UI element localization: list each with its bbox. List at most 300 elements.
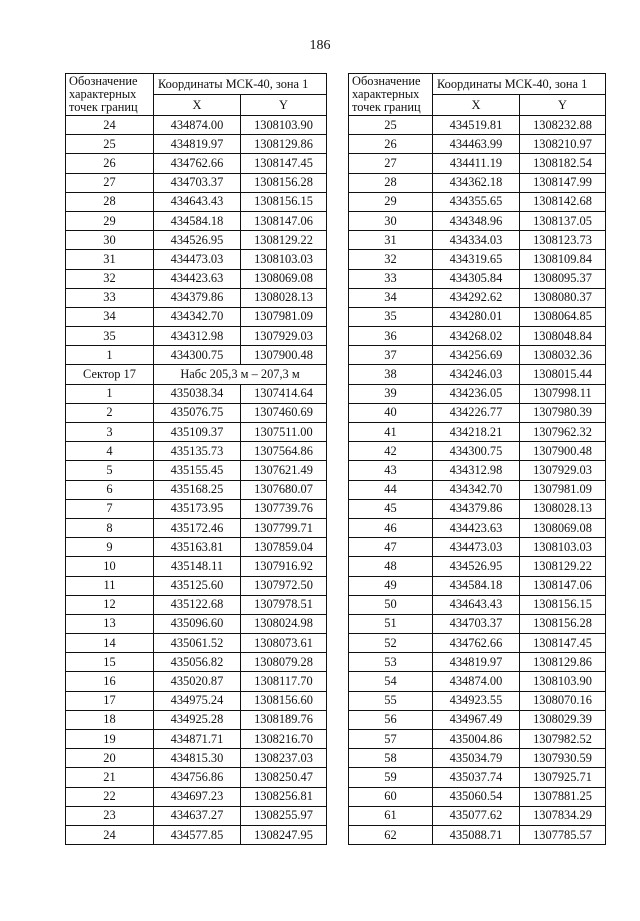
x-coordinate-cell: 434305.84 <box>433 269 520 288</box>
table-row <box>66 269 327 288</box>
x-coordinate-cell: 434300.75 <box>433 442 520 461</box>
y-coordinate-cell: 1308024.98 <box>241 614 327 633</box>
point-number-cell: 20 <box>66 749 154 768</box>
table-row <box>349 327 606 346</box>
point-number-cell: 42 <box>349 442 433 461</box>
y-coordinate-cell: 1307785.57 <box>520 825 606 844</box>
x-coordinate-cell: 435038.34 <box>154 384 241 403</box>
x-coordinate-cell: 434874.00 <box>433 672 520 691</box>
y-coordinate-cell: 1308079.28 <box>241 653 327 672</box>
x-coordinate-cell: 435096.60 <box>154 614 241 633</box>
x-coordinate-cell: 434463.99 <box>433 135 520 154</box>
point-number-cell: 51 <box>349 614 433 633</box>
y-coordinate-cell: 1308103.03 <box>241 250 327 269</box>
y-coordinate-cell: 1308069.08 <box>241 269 327 288</box>
y-coordinate-cell: 1308069.08 <box>520 518 606 537</box>
table-row <box>66 825 327 844</box>
y-coordinate-cell: 1307739.76 <box>241 499 327 518</box>
table-row <box>66 730 327 749</box>
x-coordinate-cell: 434423.63 <box>154 269 241 288</box>
y-coordinate-cell: 1308137.05 <box>520 211 606 230</box>
point-number-cell: 32 <box>66 269 154 288</box>
y-coordinate-cell: 1307564.86 <box>241 442 327 461</box>
point-number-cell: 16 <box>66 672 154 691</box>
table-row <box>349 730 606 749</box>
table-row <box>349 768 606 787</box>
y-coordinate-cell: 1307981.09 <box>241 307 327 326</box>
table-row <box>66 806 327 825</box>
y-coordinate-cell: 1308237.03 <box>241 749 327 768</box>
point-number-cell: 52 <box>349 634 433 653</box>
point-number-cell: 44 <box>349 480 433 499</box>
point-number-cell: 62 <box>349 825 433 844</box>
point-number-cell: 28 <box>66 192 154 211</box>
table-row <box>66 192 327 211</box>
point-number-cell: 24 <box>66 116 154 135</box>
y-coordinate-cell: 1308156.15 <box>241 192 327 211</box>
table-row <box>66 634 327 653</box>
point-number-cell: 30 <box>349 211 433 230</box>
point-number-cell: 9 <box>66 538 154 557</box>
x-coordinate-cell: 434697.23 <box>154 787 241 806</box>
x-coordinate-cell: 435173.95 <box>154 499 241 518</box>
table-row <box>66 518 327 537</box>
table-row <box>349 461 606 480</box>
point-number-cell: 27 <box>66 173 154 192</box>
y-coordinate-cell: 1307881.25 <box>520 787 606 806</box>
table-row <box>349 634 606 653</box>
x-coordinate-cell: 435122.68 <box>154 595 241 614</box>
point-number-cell: 34 <box>349 288 433 307</box>
point-number-cell: 45 <box>349 499 433 518</box>
table-row <box>349 614 606 633</box>
x-coordinate-cell: 434819.97 <box>154 135 241 154</box>
point-number-cell: 24 <box>66 825 154 844</box>
y-coordinate-cell: 1307414.64 <box>241 384 327 403</box>
x-coordinate-cell: 435168.25 <box>154 480 241 499</box>
table-row <box>66 499 327 518</box>
y-coordinate-cell: 1307799.71 <box>241 518 327 537</box>
y-coordinate-cell: 1308129.86 <box>241 135 327 154</box>
y-coordinate-cell: 1308103.03 <box>520 538 606 557</box>
point-number-cell: 18 <box>66 710 154 729</box>
y-coordinate-cell: 1308109.84 <box>520 250 606 269</box>
point-number-cell: 26 <box>66 154 154 173</box>
table-row <box>349 288 606 307</box>
table-row <box>66 423 327 442</box>
table-row <box>349 825 606 844</box>
y-header: Y <box>241 95 327 116</box>
y-coordinate-cell: 1308028.13 <box>520 499 606 518</box>
y-coordinate-cell: 1308216.70 <box>241 730 327 749</box>
x-coordinate-cell: 435056.82 <box>154 653 241 672</box>
point-number-cell: 4 <box>66 442 154 461</box>
point-number-cell: 38 <box>349 365 433 384</box>
y-coordinate-cell: 1308015.44 <box>520 365 606 384</box>
table-row <box>349 595 606 614</box>
table-row <box>349 653 606 672</box>
x-coordinate-cell: 434762.66 <box>154 154 241 173</box>
point-number-cell: 7 <box>66 499 154 518</box>
table-row <box>349 576 606 595</box>
point-label-header: Обозначение характерных точек границ <box>66 74 154 116</box>
point-number-cell: 26 <box>349 135 433 154</box>
y-coordinate-cell: 1308182.54 <box>520 154 606 173</box>
point-number-cell: 31 <box>349 231 433 250</box>
point-number-cell: 1 <box>66 346 154 365</box>
y-coordinate-cell: 1307834.29 <box>520 806 606 825</box>
point-number-cell: 40 <box>349 403 433 422</box>
point-number-cell: 61 <box>349 806 433 825</box>
table-row <box>349 307 606 326</box>
point-number-cell: 29 <box>349 192 433 211</box>
y-coordinate-cell: 1307978.51 <box>241 595 327 614</box>
table-row <box>349 423 606 442</box>
y-coordinate-cell: 1307916.92 <box>241 557 327 576</box>
y-coordinate-cell: 1307680.07 <box>241 480 327 499</box>
point-number-cell: 5 <box>66 461 154 480</box>
x-coordinate-cell: 434874.00 <box>154 116 241 135</box>
point-number-cell: 57 <box>349 730 433 749</box>
table-row <box>66 288 327 307</box>
y-coordinate-cell: 1308070.16 <box>520 691 606 710</box>
x-coordinate-cell: 435060.54 <box>433 787 520 806</box>
point-number-cell: 2 <box>66 403 154 422</box>
x-coordinate-cell: 434643.43 <box>154 192 241 211</box>
x-coordinate-cell: 435155.45 <box>154 461 241 480</box>
y-coordinate-cell: 1307511.00 <box>241 423 327 442</box>
y-coordinate-cell: 1307460.69 <box>241 403 327 422</box>
x-coordinate-cell: 434312.98 <box>154 327 241 346</box>
table-row <box>349 749 606 768</box>
table-row <box>349 403 606 422</box>
y-coordinate-cell: 1308232.88 <box>520 116 606 135</box>
x-coordinate-cell: 435061.52 <box>154 634 241 653</box>
table-row <box>66 576 327 595</box>
table-row <box>66 384 327 403</box>
point-number-cell: 35 <box>349 307 433 326</box>
point-number-cell: 50 <box>349 595 433 614</box>
x-coordinate-cell: 434923.55 <box>433 691 520 710</box>
table-row <box>66 787 327 806</box>
x-coordinate-cell: 434423.63 <box>433 518 520 537</box>
table-row <box>66 116 327 135</box>
page-number: 186 <box>309 38 331 53</box>
point-number-cell: 11 <box>66 576 154 595</box>
x-coordinate-cell: 434236.05 <box>433 384 520 403</box>
point-number-cell: 35 <box>66 327 154 346</box>
x-coordinate-cell: 435135.73 <box>154 442 241 461</box>
table-row <box>349 384 606 403</box>
x-coordinate-cell: 434703.37 <box>433 614 520 633</box>
point-number-cell: 56 <box>349 710 433 729</box>
table-row <box>66 307 327 326</box>
y-coordinate-cell: 1308250.47 <box>241 768 327 787</box>
x-coordinate-cell: 434584.18 <box>433 576 520 595</box>
y-coordinate-cell: 1307859.04 <box>241 538 327 557</box>
point-number-cell: 41 <box>349 423 433 442</box>
table-row <box>349 787 606 806</box>
table-row <box>349 135 606 154</box>
x-coordinate-cell: 434815.30 <box>154 749 241 768</box>
table-row <box>66 173 327 192</box>
x-coordinate-cell: 434925.28 <box>154 710 241 729</box>
table-row <box>349 250 606 269</box>
y-coordinate-cell: 1307925.71 <box>520 768 606 787</box>
table-row <box>349 116 606 135</box>
y-coordinate-cell: 1308103.90 <box>520 672 606 691</box>
point-number-cell: 29 <box>66 211 154 230</box>
sector-row <box>66 365 327 384</box>
coordinates-table-right <box>348 73 606 845</box>
point-number-cell: 43 <box>349 461 433 480</box>
y-coordinate-cell: 1308029.39 <box>520 710 606 729</box>
point-number-cell: 39 <box>349 384 433 403</box>
table-row <box>66 327 327 346</box>
x-coordinate-cell: 434526.95 <box>154 231 241 250</box>
y-coordinate-cell: 1307900.48 <box>241 346 327 365</box>
point-number-cell: 47 <box>349 538 433 557</box>
point-number-cell: 30 <box>66 231 154 250</box>
y-coordinate-cell: 1308129.86 <box>520 653 606 672</box>
point-number-cell: 3 <box>66 423 154 442</box>
y-coordinate-cell: 1307972.50 <box>241 576 327 595</box>
y-coordinate-cell: 1308147.06 <box>241 211 327 230</box>
point-number-cell: 1 <box>66 384 154 403</box>
point-number-cell: 55 <box>349 691 433 710</box>
coordinates-table-left <box>65 73 327 845</box>
table-row <box>349 672 606 691</box>
y-coordinate-cell: 1308147.45 <box>520 634 606 653</box>
x-coordinate-cell: 435109.37 <box>154 423 241 442</box>
y-coordinate-cell: 1308256.81 <box>241 787 327 806</box>
x-coordinate-cell: 435076.75 <box>154 403 241 422</box>
x-coordinate-cell: 434379.86 <box>154 288 241 307</box>
table-row <box>66 710 327 729</box>
x-coordinate-cell: 435163.81 <box>154 538 241 557</box>
x-coordinate-cell: 434246.03 <box>433 365 520 384</box>
x-coordinate-cell: 434577.85 <box>154 825 241 844</box>
y-coordinate-cell: 1307981.09 <box>520 480 606 499</box>
table-row <box>66 557 327 576</box>
point-number-cell: 25 <box>349 116 433 135</box>
x-coordinate-cell: 434342.70 <box>433 480 520 499</box>
x-coordinate-cell: 434967.49 <box>433 710 520 729</box>
coords-header: Координаты МСК-40, зона 1 <box>154 74 327 95</box>
table-row <box>349 691 606 710</box>
x-coordinate-cell: 434218.21 <box>433 423 520 442</box>
point-number-cell: 46 <box>349 518 433 537</box>
x-coordinate-cell: 434268.02 <box>433 327 520 346</box>
point-number-cell: 15 <box>66 653 154 672</box>
coords-header: Координаты МСК-40, зона 1 <box>433 74 606 95</box>
x-coordinate-cell: 435034.79 <box>433 749 520 768</box>
table-row <box>66 442 327 461</box>
point-number-cell: 37 <box>349 346 433 365</box>
point-number-cell: 54 <box>349 672 433 691</box>
y-coordinate-cell: 1308142.68 <box>520 192 606 211</box>
y-coordinate-cell: 1308048.84 <box>520 327 606 346</box>
table-row <box>66 231 327 250</box>
point-number-cell: 59 <box>349 768 433 787</box>
point-number-cell: 36 <box>349 327 433 346</box>
y-header: Y <box>520 95 606 116</box>
x-coordinate-cell: 434342.70 <box>154 307 241 326</box>
y-coordinate-cell: 1307900.48 <box>520 442 606 461</box>
y-coordinate-cell: 1308032.36 <box>520 346 606 365</box>
table-row <box>66 154 327 173</box>
point-number-cell: 27 <box>349 154 433 173</box>
y-coordinate-cell: 1308255.97 <box>241 806 327 825</box>
point-number-cell: 23 <box>66 806 154 825</box>
point-number-cell: 60 <box>349 787 433 806</box>
point-number-cell: 14 <box>66 634 154 653</box>
y-coordinate-cell: 1308123.73 <box>520 231 606 250</box>
table-row <box>66 691 327 710</box>
y-coordinate-cell: 1307929.03 <box>241 327 327 346</box>
y-coordinate-cell: 1308147.06 <box>520 576 606 595</box>
x-coordinate-cell: 434355.65 <box>433 192 520 211</box>
point-label-header: Обозначение характерных точек границ <box>349 74 433 116</box>
x-coordinate-cell: 434226.77 <box>433 403 520 422</box>
point-number-cell: 19 <box>66 730 154 749</box>
x-coordinate-cell: 434411.19 <box>433 154 520 173</box>
x-coordinate-cell: 434756.86 <box>154 768 241 787</box>
y-coordinate-cell: 1308147.99 <box>520 173 606 192</box>
table-row <box>66 538 327 557</box>
x-coordinate-cell: 434256.69 <box>433 346 520 365</box>
x-coordinate-cell: 434473.03 <box>154 250 241 269</box>
table-row <box>66 461 327 480</box>
x-coordinate-cell: 434292.62 <box>433 288 520 307</box>
point-number-cell: 8 <box>66 518 154 537</box>
y-coordinate-cell: 1308095.37 <box>520 269 606 288</box>
point-number-cell: 12 <box>66 595 154 614</box>
table-row <box>66 749 327 768</box>
x-coordinate-cell: 434871.71 <box>154 730 241 749</box>
table-row <box>349 499 606 518</box>
x-header: X <box>154 95 241 116</box>
table-row <box>349 365 606 384</box>
point-number-cell: 25 <box>66 135 154 154</box>
y-coordinate-cell: 1308247.95 <box>241 825 327 844</box>
point-number-cell: 28 <box>349 173 433 192</box>
point-number-cell: 58 <box>349 749 433 768</box>
point-number-cell: 22 <box>66 787 154 806</box>
point-number-cell: 13 <box>66 614 154 633</box>
table-row <box>66 480 327 499</box>
x-header: X <box>433 95 520 116</box>
x-coordinate-cell: 435020.87 <box>154 672 241 691</box>
x-coordinate-cell: 435088.71 <box>433 825 520 844</box>
table-row <box>66 614 327 633</box>
y-coordinate-cell: 1308129.22 <box>520 557 606 576</box>
table-row <box>349 557 606 576</box>
table-row <box>66 672 327 691</box>
y-coordinate-cell: 1308117.70 <box>241 672 327 691</box>
y-coordinate-cell: 1307998.11 <box>520 384 606 403</box>
x-coordinate-cell: 434519.81 <box>433 116 520 135</box>
point-number-cell: 32 <box>349 250 433 269</box>
table-row <box>349 346 606 365</box>
table-row <box>349 518 606 537</box>
x-coordinate-cell: 435077.62 <box>433 806 520 825</box>
y-coordinate-cell: 1308156.28 <box>520 614 606 633</box>
point-number-cell: 10 <box>66 557 154 576</box>
table-row <box>349 173 606 192</box>
point-number-cell: Сектор 17 <box>66 365 154 384</box>
x-coordinate-cell: 434762.66 <box>433 634 520 653</box>
y-coordinate-cell: 1307982.52 <box>520 730 606 749</box>
table-row <box>349 154 606 173</box>
y-coordinate-cell: 1308103.90 <box>241 116 327 135</box>
table-row <box>349 806 606 825</box>
y-coordinate-cell: 1308028.13 <box>241 288 327 307</box>
table-row <box>349 480 606 499</box>
y-coordinate-cell: 1308189.76 <box>241 710 327 729</box>
point-number-cell: 33 <box>349 269 433 288</box>
y-coordinate-cell: 1307929.03 <box>520 461 606 480</box>
table-row <box>66 346 327 365</box>
x-coordinate-cell: 434348.96 <box>433 211 520 230</box>
table-row <box>349 442 606 461</box>
x-coordinate-cell: 434584.18 <box>154 211 241 230</box>
x-coordinate-cell: 434379.86 <box>433 499 520 518</box>
table-row <box>66 250 327 269</box>
point-number-cell: 33 <box>66 288 154 307</box>
table-row <box>349 231 606 250</box>
y-coordinate-cell: 1308064.85 <box>520 307 606 326</box>
x-coordinate-cell: 434526.95 <box>433 557 520 576</box>
x-coordinate-cell: 434334.03 <box>433 231 520 250</box>
table-row <box>66 211 327 230</box>
y-coordinate-cell: 1308156.28 <box>241 173 327 192</box>
point-number-cell: 21 <box>66 768 154 787</box>
point-number-cell: 49 <box>349 576 433 595</box>
y-coordinate-cell: 1308147.45 <box>241 154 327 173</box>
y-coordinate-cell: 1308156.15 <box>520 595 606 614</box>
table-row <box>66 595 327 614</box>
point-number-cell: 6 <box>66 480 154 499</box>
x-coordinate-cell: 434819.97 <box>433 653 520 672</box>
x-coordinate-cell: 434319.65 <box>433 250 520 269</box>
point-number-cell: 17 <box>66 691 154 710</box>
table-row <box>66 653 327 672</box>
y-coordinate-cell: 1308080.37 <box>520 288 606 307</box>
y-coordinate-cell: 1308073.61 <box>241 634 327 653</box>
point-number-cell: 48 <box>349 557 433 576</box>
table-body <box>349 116 606 845</box>
table-row <box>66 403 327 422</box>
table-row <box>349 192 606 211</box>
table-row <box>349 538 606 557</box>
x-coordinate-cell: 434473.03 <box>433 538 520 557</box>
y-coordinate-cell: 1308129.22 <box>241 231 327 250</box>
y-coordinate-cell: 1307980.39 <box>520 403 606 422</box>
table-row <box>349 211 606 230</box>
sector-range-cell: Набс 205,3 м – 207,3 м <box>154 365 327 384</box>
point-number-cell: 31 <box>66 250 154 269</box>
table-row <box>66 135 327 154</box>
y-coordinate-cell: 1308156.60 <box>241 691 327 710</box>
point-number-cell: 53 <box>349 653 433 672</box>
x-coordinate-cell: 434643.43 <box>433 595 520 614</box>
y-coordinate-cell: 1307930.59 <box>520 749 606 768</box>
table-row <box>349 269 606 288</box>
x-coordinate-cell: 434362.18 <box>433 173 520 192</box>
y-coordinate-cell: 1308210.97 <box>520 135 606 154</box>
x-coordinate-cell: 435148.11 <box>154 557 241 576</box>
